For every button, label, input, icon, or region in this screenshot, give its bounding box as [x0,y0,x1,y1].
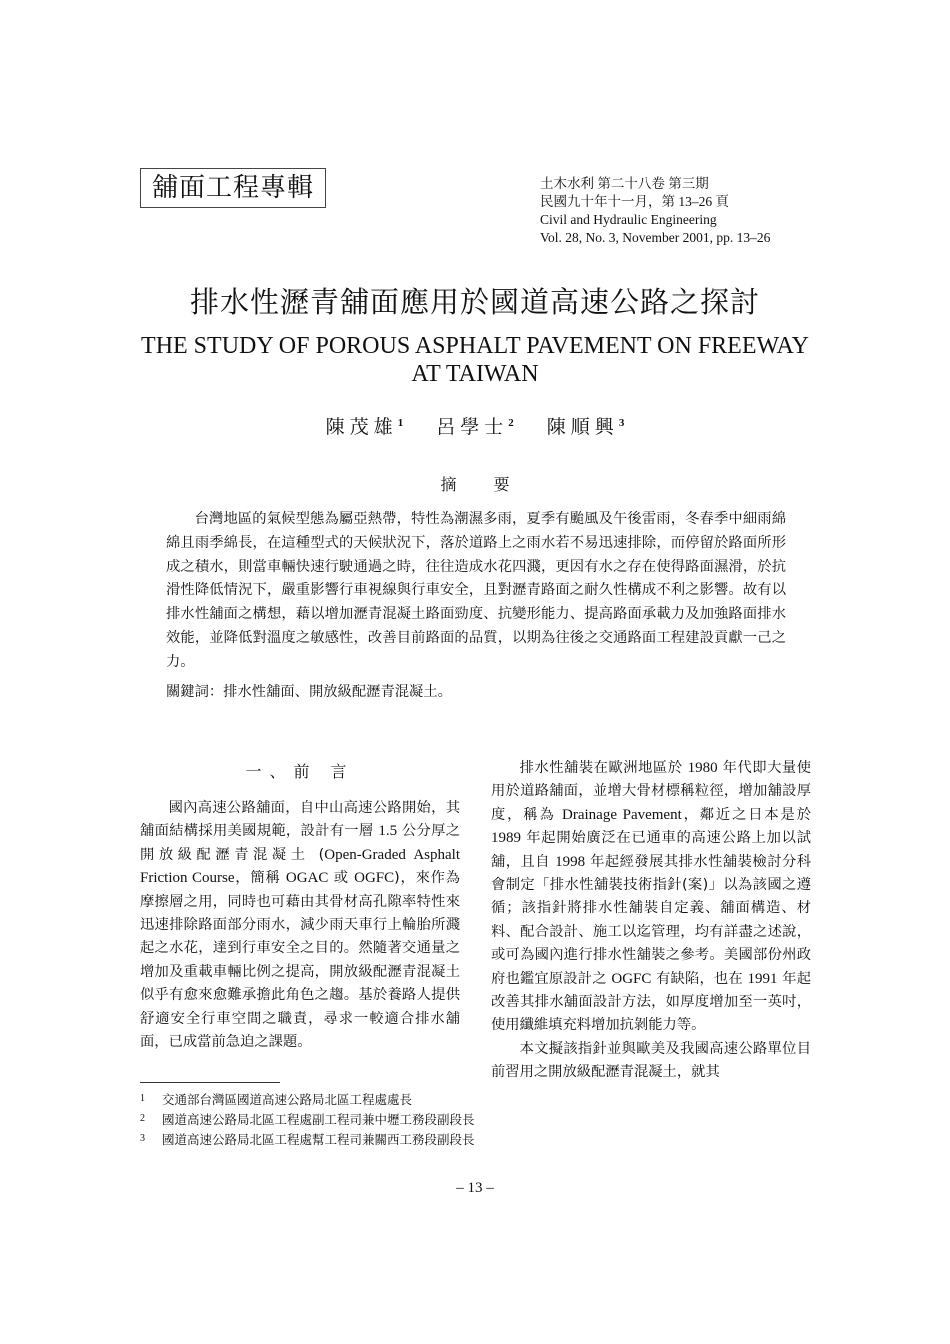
abstract-body: 台灣地區的氣候型態為屬亞熱帶，特性為潮濕多雨，夏季有颱風及午後雷雨，冬春季中細雨綿綿且雨季綿長，在這種型式的天候狀況下，落於道路上之雨水若不易迅速排除，而停留於路面所形成之積水，則當車輛快速行駛通過之時，往往造成水花四濺，更因有水之存在使得路面濕滑，於抗滑性降低情況下，嚴重影響行車視線與行車安全，且對瀝青路面之耐久性構成不利之影響。故有以排水性舖面之構想，藉以增加瀝青混凝土路面勁度、抗變形能力、提高路面承載力及加強路面排水效能，並降低對溫度之敏感性，改善目前路面的品質，以期為往後之交通路面工程建設貢獻一己之力。 [166,511,786,670]
title-english: THE STUDY OF POROUS ASPHALT PAVEMENT ON FREEWAY AT TAIWAN [141,333,809,387]
keywords: 關鍵詞：排水性舖面、開放級配瀝青混凝土。 [166,684,452,700]
title-chinese: 排水性瀝青舖面應用於國道高速公路之探討 [189,285,760,319]
journal-info [540,175,770,247]
right-column-text [491,757,811,1085]
section-label: 舖面工程專輯 [140,168,326,208]
author-name: 陳茂雄 [325,416,398,438]
author-list [0,412,950,439]
paragraph: 國內高速公路舖面，自中山高速公路開始，其舖面結構採用美國規範，設計有一層 1.5 公分厚之開放級配瀝青混凝土 (Open-Graded Asphalt Friction Course，簡稱 OGAC 或 OGFC)，來作為摩擦層之用，同時也可藉由其骨材高孔隙率特性來迅速排除路面部分雨水，減少雨天車行上輪胎所濺起之水花，達到行車安全之目的。然隨著交通量之增加及重載車輛比例之提高，開放級配瀝青混凝土似乎有愈來愈難承擔此角色之趨。基於養路人提供舒適安全行車空間之職責，尋求一較適合排水舖面，已成當前急迫之課題。 [140,800,461,1051]
section-heading-introduction: 一、前 言 [245,762,355,781]
author-affiliation-mark: 3 [618,417,625,429]
paragraph: 本文擬該指針並與歐美及我國高速公路單位目前習用之開放級配瀝青混凝土，就其 [491,1040,811,1081]
journal-line-1: 土木水利 第二十八卷 第三期 [540,176,709,191]
author-affiliation-mark: 1 [397,417,404,429]
author-affiliation-mark: 2 [508,417,514,429]
footnotes [140,1089,475,1149]
footnote: 3 國道高速公路局北區工程處幫工程司兼關西工務段副段長 [140,1132,475,1147]
abstract-heading: 摘 要 [440,475,526,494]
page-number: – 13 – [456,1180,494,1196]
footnote: 1 交通部台灣區國道高速公路局北區工程處處長 [140,1092,413,1107]
footnote: 2 國道高速公路局北區工程處副工程司兼中壢工務段副段長 [140,1112,475,1127]
author-name: 陳順興 [546,416,619,438]
left-column-text [140,797,460,1054]
author-name: 呂學士 [436,416,509,438]
paragraph: 排水性舖裝在歐洲地區於 1980 年代即大量使用於道路舖面，並增大骨材標稱粒徑，增加舖設厚度，稱為 Drainage Pavement，鄰近之日本是於 1989 年起開始廣泛在已通車的高速公路上加以試舖，且自 1998 年起經發展其排水性舖裝檢討分科會制定「排水性舖裝技術指針(案)」以為該國之遵循；該指針將排水性舖裝自定義、舖面構造、材料、配合設計、施工以迄管理，均有詳盡之述說，或可為國內進行排水性舖裝之參考。美國部份州政府也鑑宜原設計之 OGFC 有缺陷，也在 1991 年起改善其排水舖面設計方法，如厚度增加至一英吋，使用纖維填充料增加抗剝能力等。 [491,760,812,1034]
journal-line-3: Civil and Hydraulic Engineering [540,212,717,227]
journal-line-4: Vol. 28, No. 3, November 2001, pp. 13–26 [540,230,771,245]
footnote-divider [140,1082,280,1083]
journal-line-2: 民國九十年十一月，第 13–26 頁 [540,194,729,209]
